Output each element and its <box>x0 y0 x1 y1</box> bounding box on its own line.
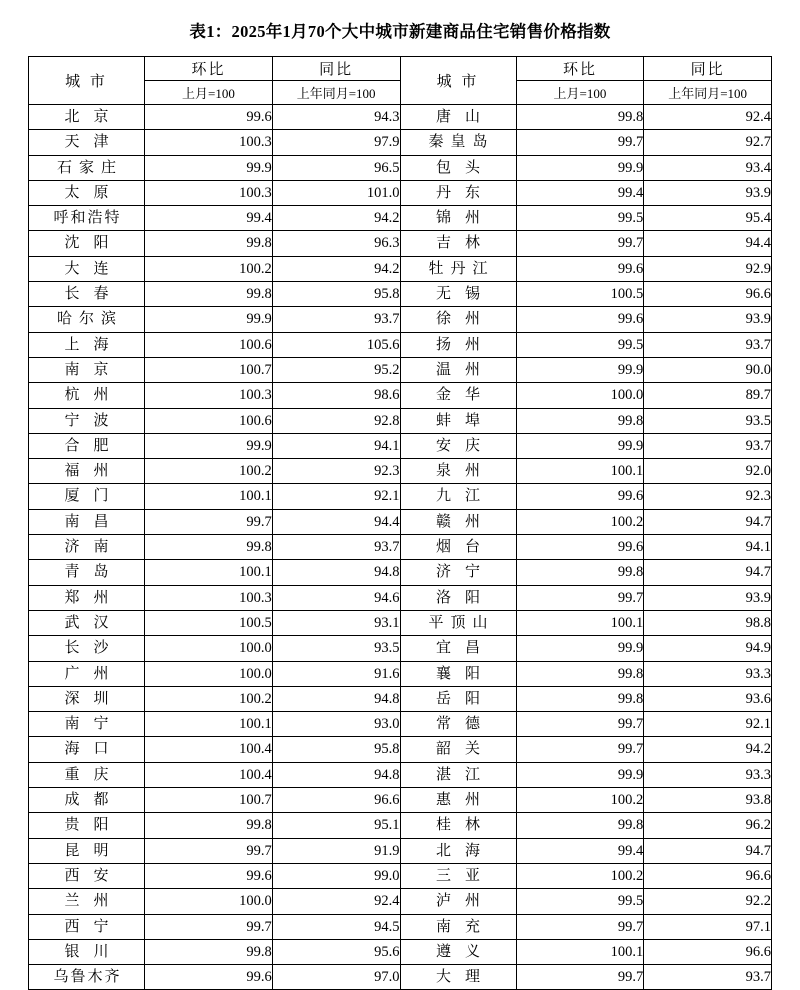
mom-value-cell: 99.7 <box>516 231 644 256</box>
table-row <box>29 206 772 231</box>
city-name-cell: 贵阳 <box>29 813 145 838</box>
yoy-value-cell: 96.6 <box>644 282 772 307</box>
mom-value-cell: 99.9 <box>516 433 644 458</box>
city-name-cell: 石家庄 <box>29 155 145 180</box>
city-name-cell: 北京 <box>29 105 145 130</box>
yoy-value-cell: 93.7 <box>644 332 772 357</box>
yoy-value-cell: 92.9 <box>644 256 772 281</box>
city-name-cell: 三亚 <box>400 863 516 888</box>
yoy-value-cell: 96.6 <box>644 863 772 888</box>
table-row <box>29 939 772 964</box>
table-row <box>29 788 772 813</box>
yoy-value-cell: 94.3 <box>272 105 400 130</box>
city-name-cell: 福州 <box>29 459 145 484</box>
mom-value-cell: 99.7 <box>145 914 273 939</box>
city-name-cell: 金华 <box>400 383 516 408</box>
city-name-cell: 南京 <box>29 357 145 382</box>
yoy-value-cell: 101.0 <box>272 180 400 205</box>
mom-value-cell: 99.4 <box>516 838 644 863</box>
yoy-value-cell: 94.1 <box>272 433 400 458</box>
yoy-value-cell: 94.7 <box>644 509 772 534</box>
table-row <box>29 762 772 787</box>
yoy-value-cell: 91.9 <box>272 838 400 863</box>
city-name-cell: 大连 <box>29 256 145 281</box>
yoy-value-cell: 93.7 <box>644 433 772 458</box>
table-row <box>29 737 772 762</box>
price-index-table <box>28 56 772 990</box>
mom-value-cell: 100.0 <box>145 661 273 686</box>
yoy-value-cell: 95.2 <box>272 357 400 382</box>
mom-value-cell: 99.6 <box>516 484 644 509</box>
yoy-value-cell: 93.9 <box>644 585 772 610</box>
city-name-cell: 平顶山 <box>400 610 516 635</box>
mom-value-cell: 100.3 <box>145 180 273 205</box>
city-name-cell: 九江 <box>400 484 516 509</box>
city-name-cell: 合肥 <box>29 433 145 458</box>
city-name-cell: 厦门 <box>29 484 145 509</box>
city-name-cell: 郑州 <box>29 585 145 610</box>
city-name-cell: 唐山 <box>400 105 516 130</box>
mom-value-cell: 99.5 <box>516 206 644 231</box>
yoy-value-cell: 92.4 <box>272 889 400 914</box>
table-header-row-1 <box>29 57 772 81</box>
mom-value-cell: 99.8 <box>145 282 273 307</box>
mom-value-cell: 100.5 <box>516 282 644 307</box>
mom-value-cell: 100.3 <box>145 383 273 408</box>
city-name-cell: 安庆 <box>400 433 516 458</box>
yoy-value-cell: 95.4 <box>644 206 772 231</box>
city-name-cell: 泸州 <box>400 889 516 914</box>
yoy-value-cell: 93.3 <box>644 661 772 686</box>
table-row <box>29 459 772 484</box>
column-subheader-mom-left: 上月=100 <box>145 81 273 105</box>
yoy-value-cell: 94.8 <box>272 762 400 787</box>
city-name-cell: 常德 <box>400 712 516 737</box>
city-name-cell: 昆明 <box>29 838 145 863</box>
city-name-cell: 宜昌 <box>400 636 516 661</box>
mom-value-cell: 99.7 <box>516 965 644 990</box>
city-name-cell: 襄阳 <box>400 661 516 686</box>
yoy-value-cell: 95.1 <box>272 813 400 838</box>
city-name-cell: 海口 <box>29 737 145 762</box>
city-name-cell: 锦州 <box>400 206 516 231</box>
city-name-cell: 成都 <box>29 788 145 813</box>
table-row <box>29 408 772 433</box>
city-name-cell: 遵义 <box>400 939 516 964</box>
yoy-value-cell: 92.2 <box>644 889 772 914</box>
city-name-cell: 长沙 <box>29 636 145 661</box>
yoy-value-cell: 96.5 <box>272 155 400 180</box>
table-row <box>29 636 772 661</box>
table-row <box>29 610 772 635</box>
mom-value-cell: 100.7 <box>145 788 273 813</box>
mom-value-cell: 100.0 <box>516 383 644 408</box>
city-name-cell: 惠州 <box>400 788 516 813</box>
table-row <box>29 838 772 863</box>
yoy-value-cell: 93.0 <box>272 712 400 737</box>
table-row <box>29 661 772 686</box>
city-name-cell: 太原 <box>29 180 145 205</box>
table-row <box>29 130 772 155</box>
mom-value-cell: 99.7 <box>145 509 273 534</box>
table-row <box>29 535 772 560</box>
yoy-value-cell: 92.4 <box>644 105 772 130</box>
yoy-value-cell: 94.9 <box>644 636 772 661</box>
city-name-cell: 长春 <box>29 282 145 307</box>
yoy-value-cell: 97.0 <box>272 965 400 990</box>
yoy-value-cell: 93.9 <box>644 307 772 332</box>
mom-value-cell: 99.7 <box>516 737 644 762</box>
city-name-cell: 深圳 <box>29 686 145 711</box>
page-title: 表1：2025年1月70个大中城市新建商品住宅销售价格指数 <box>189 22 611 41</box>
city-name-cell: 秦皇岛 <box>400 130 516 155</box>
city-name-cell: 湛江 <box>400 762 516 787</box>
city-name-cell: 南昌 <box>29 509 145 534</box>
city-name-cell: 宁波 <box>29 408 145 433</box>
yoy-value-cell: 94.2 <box>272 206 400 231</box>
yoy-value-cell: 93.8 <box>644 788 772 813</box>
table-row <box>29 332 772 357</box>
mom-value-cell: 99.9 <box>145 155 273 180</box>
yoy-value-cell: 95.8 <box>272 737 400 762</box>
city-name-cell: 无锡 <box>400 282 516 307</box>
city-name-cell: 沈阳 <box>29 231 145 256</box>
mom-value-cell: 99.8 <box>516 408 644 433</box>
yoy-value-cell: 89.7 <box>644 383 772 408</box>
mom-value-cell: 99.7 <box>516 914 644 939</box>
table-row <box>29 686 772 711</box>
yoy-value-cell: 99.0 <box>272 863 400 888</box>
city-name-cell: 济南 <box>29 535 145 560</box>
mom-value-cell: 100.5 <box>145 610 273 635</box>
yoy-value-cell: 96.6 <box>272 788 400 813</box>
city-name-cell: 银川 <box>29 939 145 964</box>
city-name-cell: 天津 <box>29 130 145 155</box>
city-name-cell: 西安 <box>29 863 145 888</box>
city-name-cell: 大理 <box>400 965 516 990</box>
city-name-cell: 北海 <box>400 838 516 863</box>
mom-value-cell: 100.6 <box>145 408 273 433</box>
yoy-value-cell: 93.6 <box>644 686 772 711</box>
table-row <box>29 484 772 509</box>
city-name-cell: 重庆 <box>29 762 145 787</box>
mom-value-cell: 100.2 <box>516 509 644 534</box>
table-row <box>29 889 772 914</box>
yoy-value-cell: 94.2 <box>644 737 772 762</box>
table-row <box>29 712 772 737</box>
mom-value-cell: 99.9 <box>516 762 644 787</box>
mom-value-cell: 99.5 <box>516 332 644 357</box>
yoy-value-cell: 93.1 <box>272 610 400 635</box>
city-name-cell: 上海 <box>29 332 145 357</box>
city-name-cell: 泉州 <box>400 459 516 484</box>
city-name-cell: 牡丹江 <box>400 256 516 281</box>
yoy-value-cell: 92.3 <box>272 459 400 484</box>
mom-value-cell: 99.6 <box>516 535 644 560</box>
table-row <box>29 105 772 130</box>
table-row <box>29 813 772 838</box>
city-name-cell: 武汉 <box>29 610 145 635</box>
table-row <box>29 863 772 888</box>
table-row <box>29 965 772 990</box>
city-name-cell: 呼和浩特 <box>29 206 145 231</box>
yoy-value-cell: 94.2 <box>272 256 400 281</box>
mom-value-cell: 100.3 <box>145 130 273 155</box>
mom-value-cell: 99.7 <box>516 712 644 737</box>
table-header <box>29 57 772 105</box>
city-name-cell: 赣州 <box>400 509 516 534</box>
mom-value-cell: 100.0 <box>145 889 273 914</box>
yoy-value-cell: 93.7 <box>272 307 400 332</box>
mom-value-cell: 100.2 <box>145 459 273 484</box>
yoy-value-cell: 94.4 <box>272 509 400 534</box>
mom-value-cell: 100.2 <box>516 863 644 888</box>
city-name-cell: 南充 <box>400 914 516 939</box>
mom-value-cell: 100.4 <box>145 762 273 787</box>
city-name-cell: 扬州 <box>400 332 516 357</box>
yoy-value-cell: 94.6 <box>272 585 400 610</box>
yoy-value-cell: 94.7 <box>644 838 772 863</box>
yoy-value-cell: 92.1 <box>644 712 772 737</box>
city-name-cell: 蚌埠 <box>400 408 516 433</box>
mom-value-cell: 99.6 <box>145 105 273 130</box>
mom-value-cell: 99.4 <box>145 206 273 231</box>
yoy-value-cell: 93.3 <box>644 762 772 787</box>
city-name-cell: 桂林 <box>400 813 516 838</box>
mom-value-cell: 99.7 <box>516 130 644 155</box>
yoy-value-cell: 96.3 <box>272 231 400 256</box>
yoy-value-cell: 92.1 <box>272 484 400 509</box>
city-name-cell: 哈尔滨 <box>29 307 145 332</box>
yoy-value-cell: 94.5 <box>272 914 400 939</box>
mom-value-cell: 100.1 <box>516 610 644 635</box>
mom-value-cell: 100.0 <box>145 636 273 661</box>
mom-value-cell: 99.8 <box>516 560 644 585</box>
yoy-value-cell: 97.1 <box>644 914 772 939</box>
table-row <box>29 180 772 205</box>
mom-value-cell: 99.7 <box>145 838 273 863</box>
yoy-value-cell: 94.8 <box>272 560 400 585</box>
column-subheader-mom-right: 上月=100 <box>516 81 644 105</box>
mom-value-cell: 99.8 <box>516 661 644 686</box>
yoy-value-cell: 93.5 <box>272 636 400 661</box>
column-subheader-yoy-left: 上年同月=100 <box>272 81 400 105</box>
table-row <box>29 357 772 382</box>
city-name-cell: 岳阳 <box>400 686 516 711</box>
mom-value-cell: 99.6 <box>516 256 644 281</box>
mom-value-cell: 99.8 <box>516 105 644 130</box>
city-name-cell: 烟台 <box>400 535 516 560</box>
mom-value-cell: 99.4 <box>516 180 644 205</box>
mom-value-cell: 99.6 <box>145 965 273 990</box>
mom-value-cell: 99.8 <box>145 813 273 838</box>
mom-value-cell: 99.8 <box>145 939 273 964</box>
column-header-city-right: 城 市 <box>400 57 516 105</box>
city-name-cell: 兰州 <box>29 889 145 914</box>
city-name-cell: 吉林 <box>400 231 516 256</box>
mom-value-cell: 99.6 <box>516 307 644 332</box>
mom-value-cell: 100.3 <box>145 585 273 610</box>
city-name-cell: 广州 <box>29 661 145 686</box>
yoy-value-cell: 94.4 <box>644 231 772 256</box>
mom-value-cell: 100.4 <box>145 737 273 762</box>
city-name-cell: 徐州 <box>400 307 516 332</box>
mom-value-cell: 99.8 <box>516 686 644 711</box>
mom-value-cell: 100.2 <box>145 686 273 711</box>
yoy-value-cell: 92.8 <box>272 408 400 433</box>
table-row <box>29 307 772 332</box>
city-name-cell: 西宁 <box>29 914 145 939</box>
yoy-value-cell: 105.6 <box>272 332 400 357</box>
yoy-value-cell: 90.0 <box>644 357 772 382</box>
yoy-value-cell: 95.6 <box>272 939 400 964</box>
column-header-yoy-left: 同比 <box>272 57 400 81</box>
city-name-cell: 杭州 <box>29 383 145 408</box>
yoy-value-cell: 96.2 <box>644 813 772 838</box>
yoy-value-cell: 98.6 <box>272 383 400 408</box>
column-header-yoy-right: 同比 <box>644 57 772 81</box>
table-row <box>29 509 772 534</box>
mom-value-cell: 99.9 <box>145 433 273 458</box>
mom-value-cell: 99.9 <box>145 307 273 332</box>
mom-value-cell: 99.8 <box>516 813 644 838</box>
yoy-value-cell: 93.4 <box>644 155 772 180</box>
table-row <box>29 433 772 458</box>
city-name-cell: 包头 <box>400 155 516 180</box>
table-row <box>29 585 772 610</box>
mom-value-cell: 99.5 <box>516 889 644 914</box>
mom-value-cell: 99.7 <box>516 585 644 610</box>
table-row <box>29 282 772 307</box>
yoy-value-cell: 93.7 <box>644 965 772 990</box>
column-header-city-left: 城 市 <box>29 57 145 105</box>
yoy-value-cell: 94.7 <box>644 560 772 585</box>
yoy-value-cell: 92.7 <box>644 130 772 155</box>
table-row <box>29 231 772 256</box>
mom-value-cell: 99.8 <box>145 231 273 256</box>
table-row <box>29 383 772 408</box>
table-row <box>29 914 772 939</box>
mom-value-cell: 99.9 <box>516 357 644 382</box>
city-name-cell: 青岛 <box>29 560 145 585</box>
city-name-cell: 韶关 <box>400 737 516 762</box>
yoy-value-cell: 93.5 <box>644 408 772 433</box>
mom-value-cell: 100.1 <box>516 939 644 964</box>
column-header-mom-left: 环比 <box>145 57 273 81</box>
mom-value-cell: 100.6 <box>145 332 273 357</box>
mom-value-cell: 100.2 <box>516 788 644 813</box>
city-name-cell: 南宁 <box>29 712 145 737</box>
yoy-value-cell: 92.0 <box>644 459 772 484</box>
mom-value-cell: 100.1 <box>145 484 273 509</box>
city-name-cell: 温州 <box>400 357 516 382</box>
yoy-value-cell: 93.7 <box>272 535 400 560</box>
mom-value-cell: 100.1 <box>145 560 273 585</box>
table-row <box>29 155 772 180</box>
yoy-value-cell: 96.6 <box>644 939 772 964</box>
mom-value-cell: 99.9 <box>516 636 644 661</box>
mom-value-cell: 100.1 <box>516 459 644 484</box>
column-subheader-yoy-right: 上年同月=100 <box>644 81 772 105</box>
column-header-mom-right: 环比 <box>516 57 644 81</box>
mom-value-cell: 100.1 <box>145 712 273 737</box>
table-row <box>29 560 772 585</box>
table-row <box>29 256 772 281</box>
yoy-value-cell: 94.1 <box>644 535 772 560</box>
yoy-value-cell: 94.8 <box>272 686 400 711</box>
city-name-cell: 洛阳 <box>400 585 516 610</box>
yoy-value-cell: 93.9 <box>644 180 772 205</box>
city-name-cell: 丹东 <box>400 180 516 205</box>
mom-value-cell: 99.8 <box>145 535 273 560</box>
mom-value-cell: 100.2 <box>145 256 273 281</box>
mom-value-cell: 99.6 <box>145 863 273 888</box>
city-name-cell: 济宁 <box>400 560 516 585</box>
yoy-value-cell: 95.8 <box>272 282 400 307</box>
yoy-value-cell: 98.8 <box>644 610 772 635</box>
city-name-cell: 乌鲁木齐 <box>29 965 145 990</box>
mom-value-cell: 100.7 <box>145 357 273 382</box>
table-body <box>29 105 772 990</box>
yoy-value-cell: 92.3 <box>644 484 772 509</box>
mom-value-cell: 99.9 <box>516 155 644 180</box>
yoy-value-cell: 97.9 <box>272 130 400 155</box>
yoy-value-cell: 91.6 <box>272 661 400 686</box>
